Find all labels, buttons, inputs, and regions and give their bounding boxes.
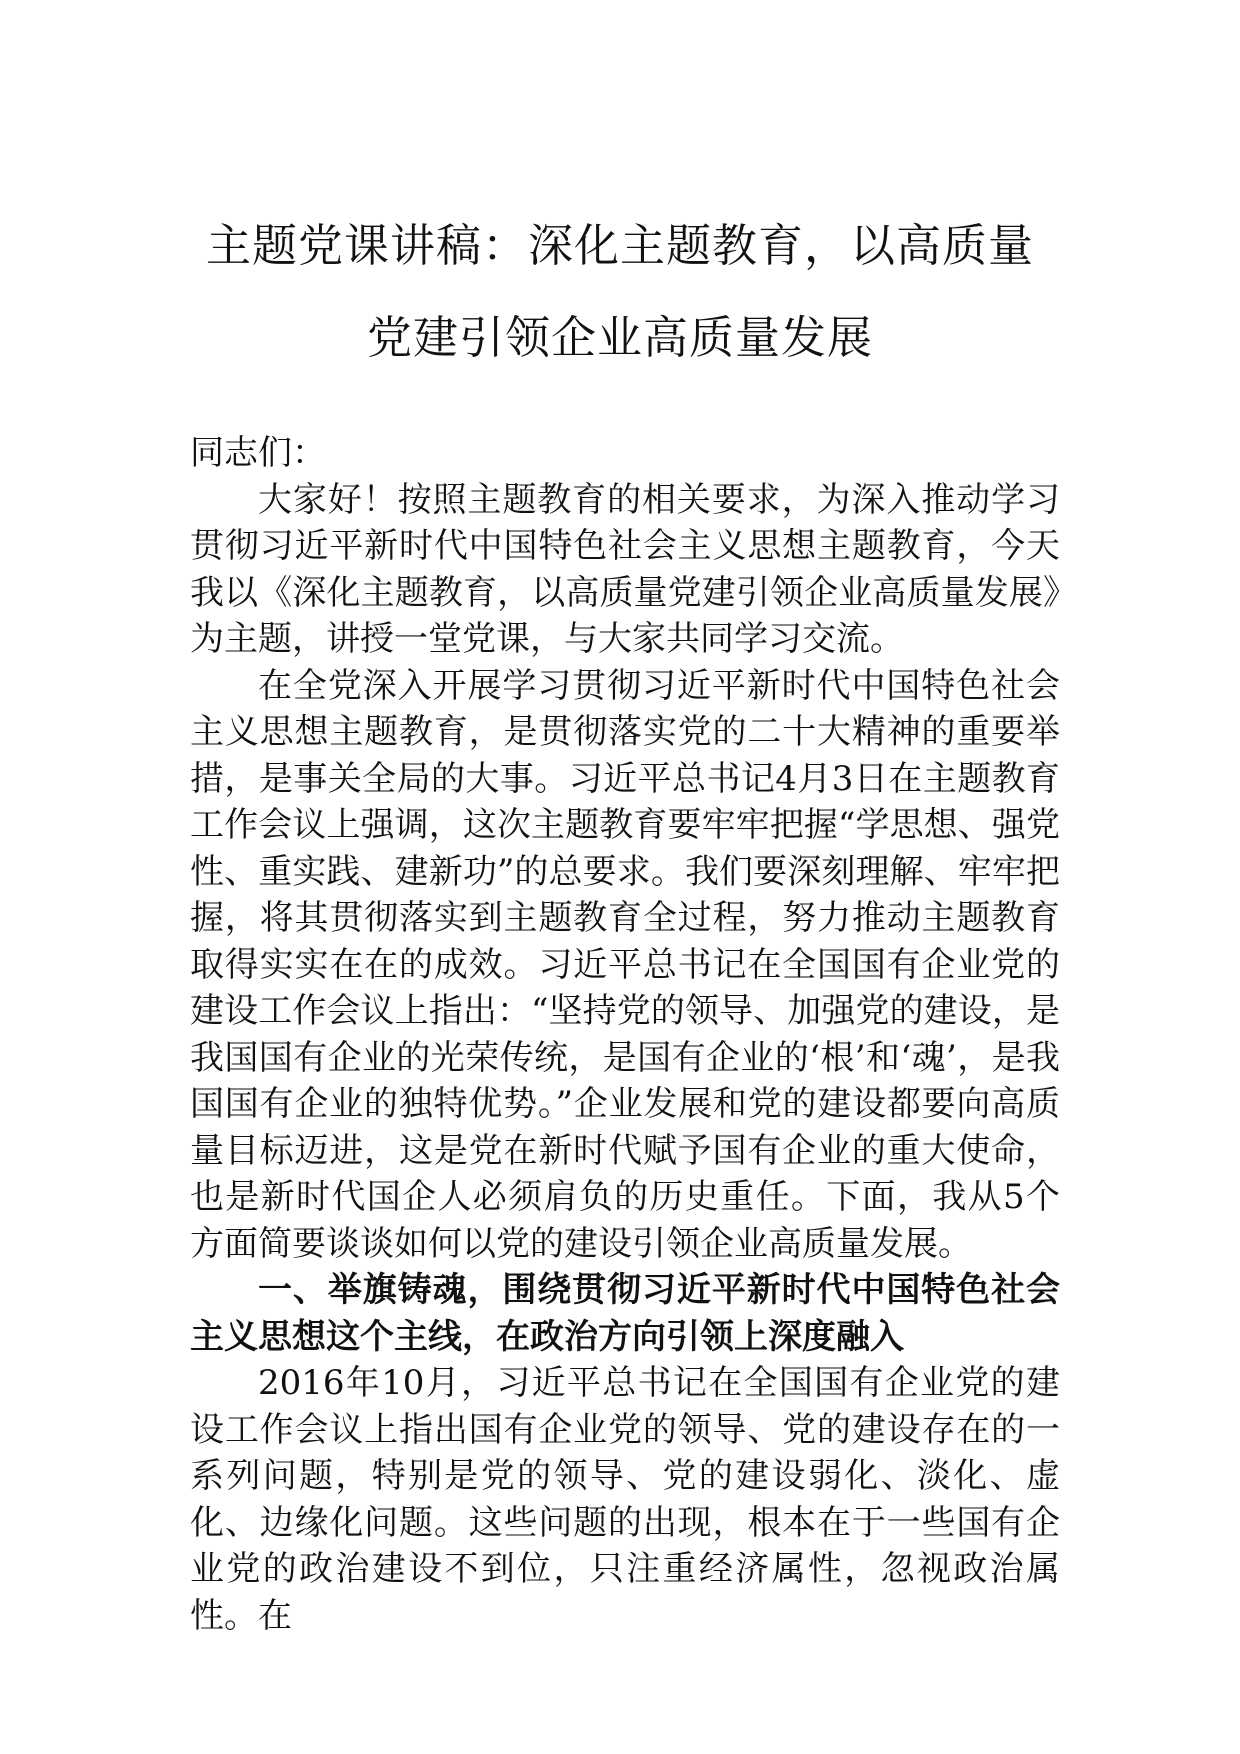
- document-title-line-2: 党建引领企业高质量发展: [366, 311, 873, 364]
- paragraph-introduction: 在全党深入开展学习贯彻习近平新时代中国特色社会主义思想主题教育，是贯彻落实党的二十大精神的重要举措，是事关全局的大事。习近平总书记4月3日在主题教育工作会议上强调，这次主题教育要牢牢把握“学思想、强党性、重实践、建新功”的总要求。我们要深刻理解、牢牢把握，将其贯彻落实到主题教育全过程，努力推动主题教育取得实实在在的成效。习近平总书记在全国国有企业党的建设工作会议上指出：“坚持党的领导、加强党的建设，是我国国有企业的光荣传统，是国有企业的‘根’和‘魂’，是我国国有企业的独特优势。”企业发展和党的建设都要向高质量目标迈进，这是党在新时代赋予国有企业的重大使命，也是新时代国企人必须肩负的历史重任。下面，我从5个方面简要谈谈如何以党的建设引领企业高质量发展。: [190, 665, 1060, 1264]
- section-heading-1: 一、举旗铸魂，围绕贯彻习近平新时代中国特色社会主义思想这个主线，在政治方向引领上深度融入: [190, 1270, 1060, 1357]
- paragraph-section-1: 2016年10月，习近平总书记在全国国有企业党的建设工作会议上指出国有企业党的领导、党的建设存在的一系列问题，特别是党的领导、党的建设弱化、淡化、虚化、边缘化问题。这些问题的出现，根本在于一些国有企业党的政治建设不到位，只注重经济属性，忽视政治属性。在: [190, 1363, 1060, 1636]
- document-title-line-1: 主题党课讲稿：深化主题教育，以高质量: [205, 219, 1034, 272]
- document-body: [190, 430, 1060, 1639]
- paragraph-greeting: 大家好！按照主题教育的相关要求，为深入推动学习贯彻习近平新时代中国特色社会主义思想主题教育，今天我以《深化主题教育，以高质量党建引领企业高质量发展》为主题，讲授一堂党课，与大家共同学习交流。: [190, 479, 1060, 659]
- salutation: 同志们：: [190, 433, 326, 473]
